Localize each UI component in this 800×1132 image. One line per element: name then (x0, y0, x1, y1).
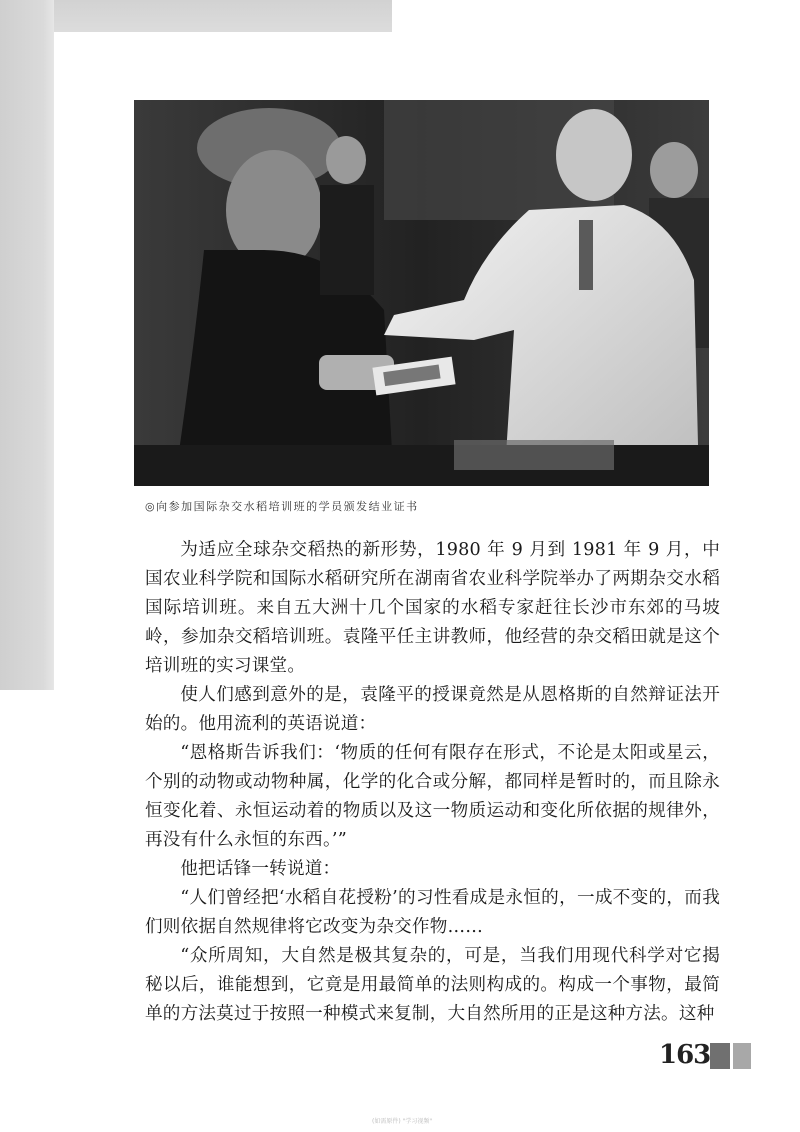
paragraph: “人们曾经把‘水稻自花授粉’的习性看成是永恒的，一成不变的，而我们则依据自然规律将它改变为杂交作物…… (145, 888, 720, 937)
photo-caption: ◎向参加国际杂交水稻培训班的学员颁发结业证书 (145, 500, 419, 513)
scan-edge-left (0, 0, 54, 690)
paragraph: 为适应全球杂交稻热的新形势，1980 年 9 月到 1981 年 9 月，中国农业科学院和国际水稻研究所在湖南省农业科学院举办了两期杂交水稻国际培训班。来自五大洲十几个国家的水稻专家赶往长沙市东郊的马坡岭，参加杂交稻培训班。袁隆平任主讲教师，他经营的杂交稻田就是这个培训班的实习课堂。 (145, 540, 720, 676)
page-marker-block (710, 1043, 730, 1069)
scan-edge-top (0, 0, 392, 32)
photo-icon (134, 100, 709, 486)
body-text (145, 536, 720, 1029)
paragraph: 他把话锋一转说道： (180, 859, 341, 879)
paragraph: “众所周知，大自然是极其复杂的，可是，当我们用现代科学对它揭秘以后，谁能想到，它竟是用最简单的法则构成的。构成一个事物，最简单的方法莫过于按照一种模式来复制，大自然所用的正是这种方法。这种 (145, 946, 720, 1024)
paragraph: 使人们感到意外的是，袁隆平的授课竟然是从恩格斯的自然辩证法开始的。他用流利的英语说道： (145, 685, 720, 734)
paragraph: “恩格斯告诉我们：‘物质的任何有限存在形式，不论是太阳或星云，个别的动物或动物种属，化学的化合或分解，都同样是暂时的，而且除永恒变化着、永恒运动着的物质以及这一物质运动和变化所依据的规律外，再没有什么永恒的东西。’” (145, 743, 720, 850)
ceremony-photo (134, 100, 709, 486)
page-number: 163 (659, 1040, 711, 1070)
footer-watermark: (如需原件) "学习视频" (372, 1118, 433, 1125)
page-marker-block (733, 1043, 751, 1069)
